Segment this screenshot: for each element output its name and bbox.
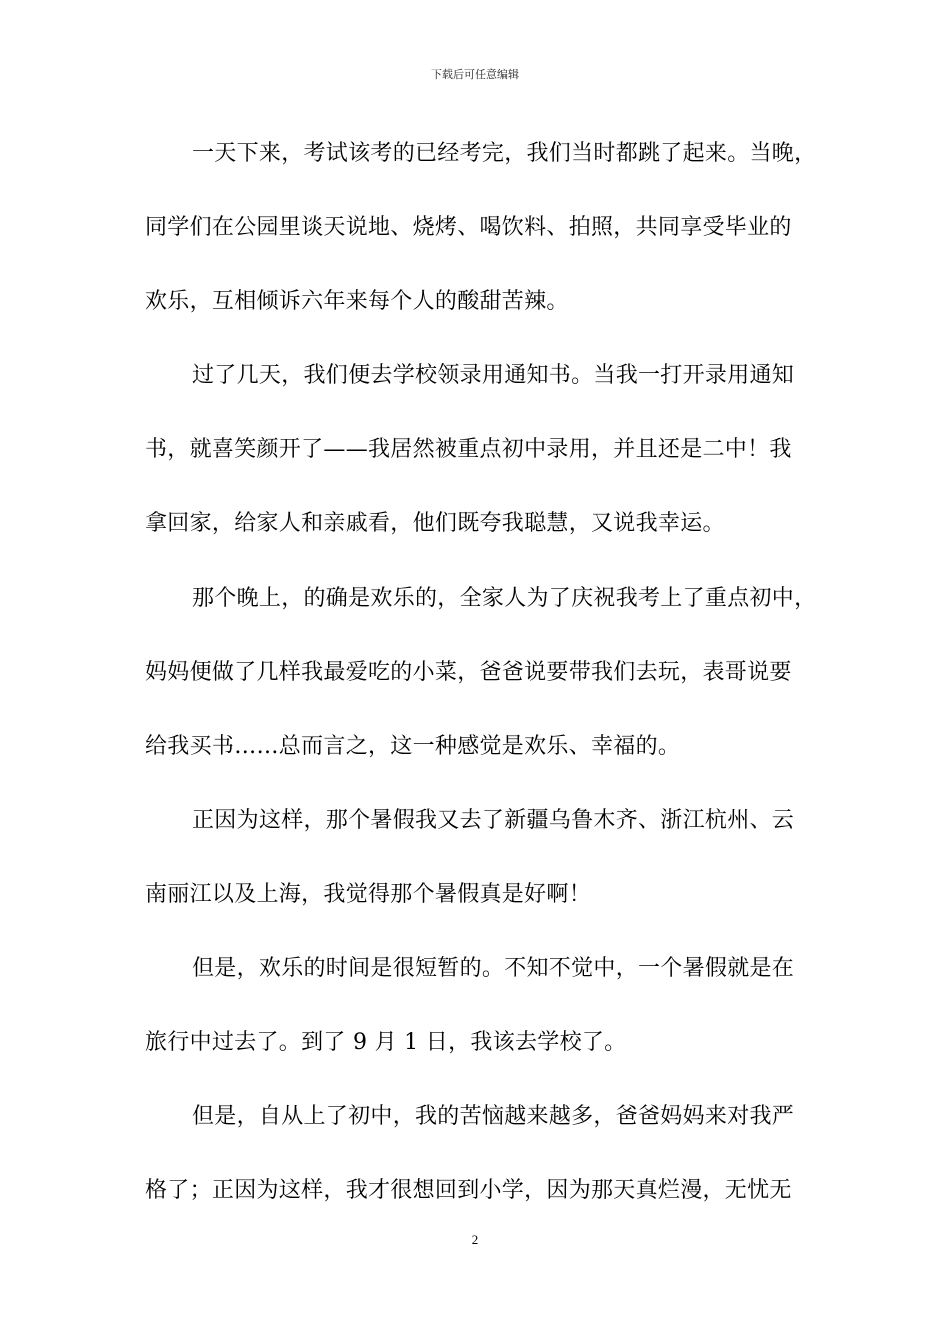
paragraph-line: 给我买书……总而言之，这一种感觉是欢乐、幸福的。 bbox=[145, 733, 681, 759]
paragraph-line: 同学们在公园里谈天说地、烧烤、喝饮料、拍照，共同享受毕业的 bbox=[145, 215, 792, 241]
document-body bbox=[145, 128, 817, 1239]
page-number: 2 bbox=[471, 1232, 479, 1247]
paragraph-line: 妈妈便做了几样我最爱吃的小菜，爸爸说要带我们去玩，表哥说要 bbox=[145, 659, 792, 685]
paragraph-line: 旅行中过去了。到了 9 月 1 日，我该去学校了。 bbox=[145, 1030, 627, 1056]
paragraph-line: 欢乐，互相倾诉六年来每个人的酸甜苦辣。 bbox=[145, 289, 569, 315]
paragraph-line: 过了几天，我们便去学校领录用通知书。当我一打开录用通知 bbox=[192, 363, 795, 389]
page-header: 下载后可任意编辑 bbox=[431, 68, 519, 81]
paragraph-line: 南丽江以及上海，我觉得那个暑假真是好啊！ bbox=[145, 881, 592, 907]
paragraph-line: 正因为这样，那个暑假我又去了新疆乌鲁木齐、浙江杭州、云 bbox=[192, 807, 795, 833]
paragraph-line: 一天下来，考试该考的已经考完，我们当时都跳了起来。当晚， bbox=[192, 141, 817, 166]
paragraph-line: 书，就喜笑颜开了——我居然被重点初中录用，并且还是二中！我 bbox=[145, 437, 792, 463]
paragraph-line: 但是，自从上了初中，我的苦恼越来越多，爸爸妈妈来对我严 bbox=[192, 1104, 795, 1130]
paragraph-line: 但是，欢乐的时间是很短暂的。不知不觉中，一个暑假就是在 bbox=[192, 956, 795, 982]
paragraph-line: 格了；正因为这样，我才很想回到小学，因为那天真烂漫，无忧无 bbox=[145, 1178, 792, 1204]
paragraph-line: 那个晚上，的确是欢乐的，全家人为了庆祝我考上了重点初中， bbox=[192, 585, 817, 611]
paragraph-line: 拿回家，给家人和亲戚看，他们既夸我聪慧，又说我幸运。 bbox=[145, 511, 725, 537]
